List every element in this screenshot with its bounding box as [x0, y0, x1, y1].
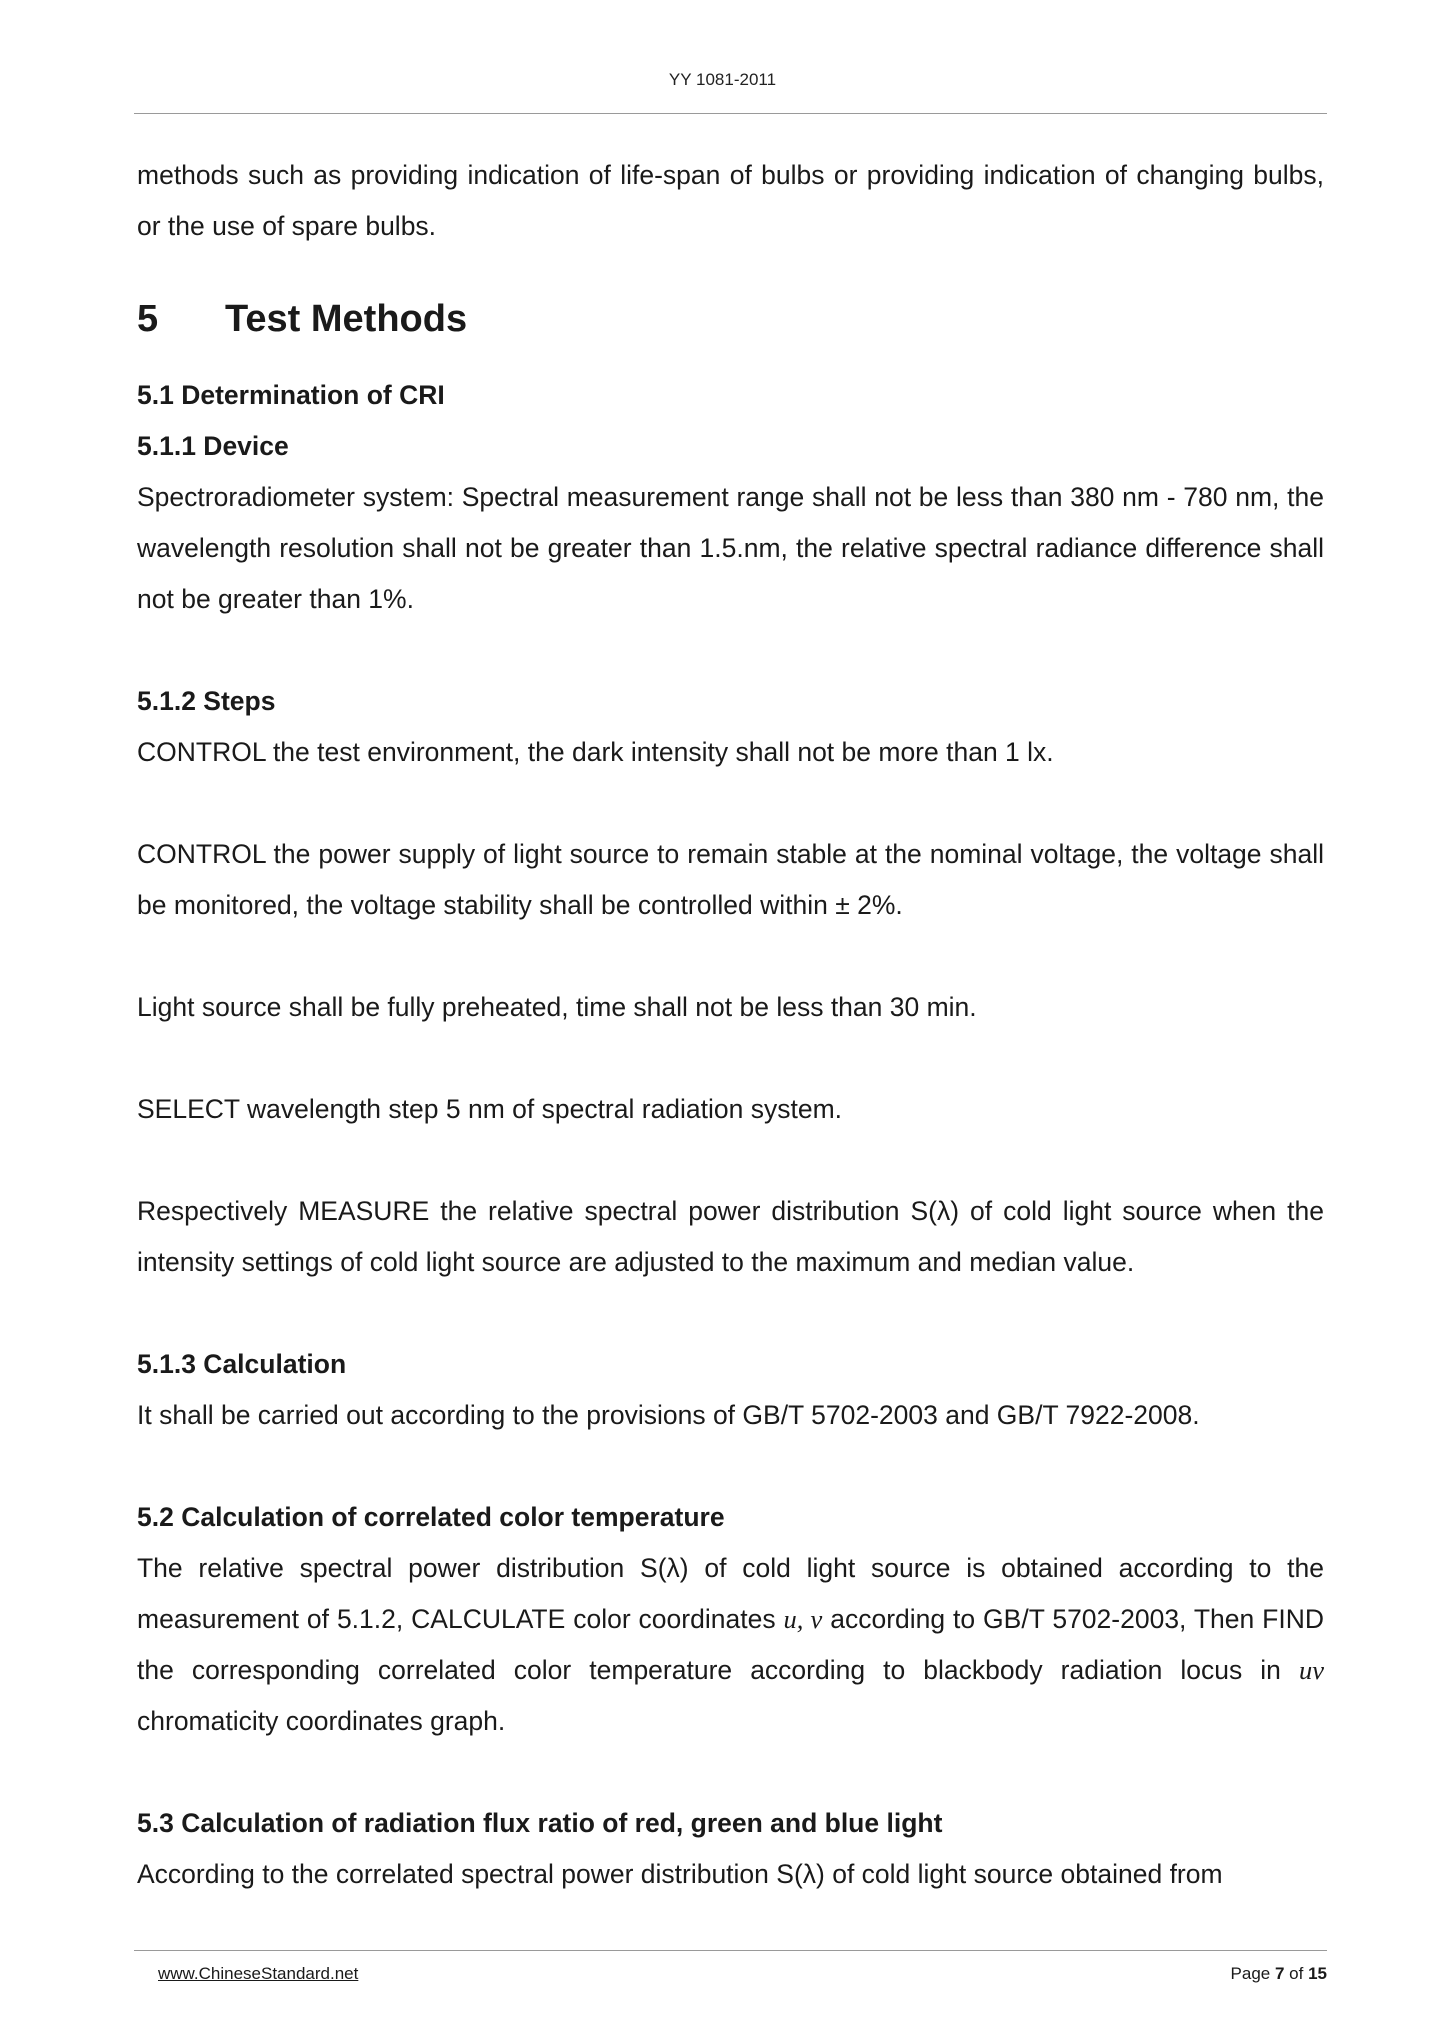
uv-chromaticity-symbol: uv — [1298, 1655, 1324, 1685]
step-paragraph: SELECT wavelength step 5 nm of spectral radiation system. — [137, 1094, 843, 1124]
current-page-number: 7 — [1274, 1964, 1285, 1983]
section-5-title-text: Test Methods — [225, 298, 468, 340]
section-5-1-2-heading: 5.1.2 Steps — [137, 686, 276, 716]
page-content — [137, 150, 1324, 1900]
cct-text-part-c: chromaticity coordinates graph. — [137, 1706, 506, 1736]
section-5-3-heading: 5.3 Calculation of radiation flux ratio of red, green and blue light — [137, 1808, 943, 1838]
section-5-1-heading: 5.1 Determination of CRI — [137, 380, 445, 410]
page-indicator — [1231, 1964, 1327, 1984]
uv-coordinates-symbol: u, v — [783, 1604, 823, 1634]
step-paragraph: CONTROL the power supply of light source to remain stable at the nominal voltage, the voltage shall be monitored, the voltage stability shall be controlled within ± 2%. — [137, 839, 1324, 920]
cct-text-part-a: The relative spectral power distribution S(λ) of cold light source is obtained according to the measurement of 5.1.2, CALCULATE color coordinates — [137, 1553, 1324, 1634]
page-prefix: Page — [1230, 1964, 1275, 1983]
section-5-2-heading: 5.2 Calculation of correlated color temperature — [137, 1502, 725, 1532]
section-5-1-1-heading: 5.1.1 Device — [137, 431, 289, 461]
flux-ratio-paragraph: According to the correlated spectral power distribution S(λ) of cold light source obtained from — [137, 1859, 1223, 1889]
step-paragraph: CONTROL the test environment, the dark intensity shall not be more than 1 lx. — [137, 737, 1054, 767]
website-link[interactable]: www.ChineseStandard.net — [158, 1964, 359, 1983]
cct-paragraph — [137, 1543, 1324, 1747]
device-paragraph: Spectroradiometer system: Spectral measurement range shall not be less than 380 nm - 780 nm, the wavelength resolution shall not be greater than 1.5.nm, the relative spectral radiance difference shall not be greater than 1%. — [137, 482, 1324, 614]
header-divider — [134, 113, 1327, 114]
total-pages-number: 15 — [1308, 1964, 1327, 1983]
step-paragraph: Light source shall be fully preheated, time shall not be less than 30 min. — [137, 992, 977, 1022]
calculation-paragraph: It shall be carried out according to the provisions of GB/T 5702-2003 and GB/T 7922-2008. — [137, 1400, 1200, 1430]
section-5-1-3-heading: 5.1.3 Calculation — [137, 1349, 347, 1379]
section-5-number: 5 — [137, 298, 159, 340]
cct-text-part-b: according to GB/T 5702-2003, Then FIND the corresponding correlated color temperature according to blackbody radiation locus in — [137, 1604, 1324, 1685]
intro-paragraph: methods such as providing indication of life-span of bulbs or providing indication of changing bulbs, or the use of spare bulbs. — [137, 160, 1324, 241]
document-code-header: YY 1081-2011 — [668, 70, 777, 89]
footer-divider — [134, 1950, 1327, 1951]
section-5-title — [137, 292, 1324, 346]
step-paragraph: Respectively MEASURE the relative spectral power distribution S(λ) of cold light source when the intensity settings of cold light source are adjusted to the maximum and median value. — [137, 1196, 1324, 1277]
page-of-label: of — [1284, 1964, 1309, 1983]
